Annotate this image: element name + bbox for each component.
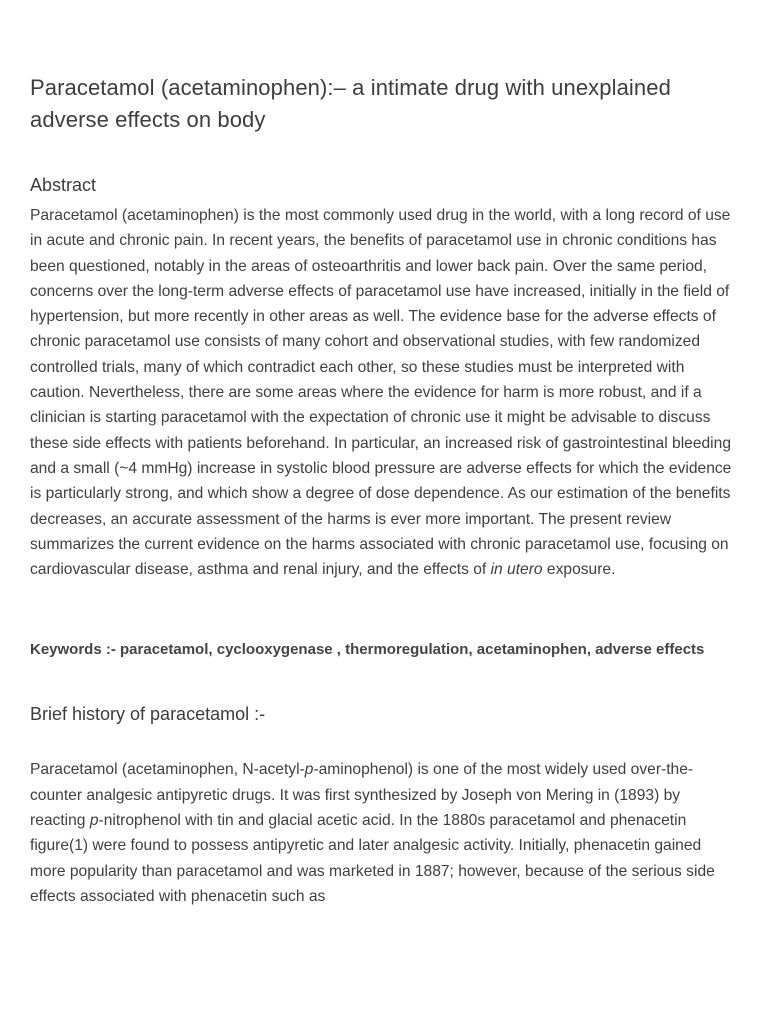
abstract-paragraph <box>30 203 738 582</box>
history-text-part-3: -nitrophenol with tin and glacial acetic acid. In the 1880s paracetamol and phenacetin figure(1) were found to possess antipyretic and later analgesic activity. Initially, phenacetin gained more popularity than paracetamol and was marketed in 1887; however, because of the serious side effects associated with phenacetin such as <box>30 812 715 905</box>
abstract-text-part-2: exposure. <box>542 561 616 579</box>
history-text-italic-2: p <box>89 812 99 830</box>
abstract-text-part-1: Paracetamol (acetaminophen) is the most commonly used drug in the world, with a long record of use in acute and chronic pain. In recent years, the benefits of paracetamol use in chronic conditions has been questioned, notably in the areas of osteoarthritis and lower back pain. Over the same period, concerns over the long-term adverse effects of paracetamol use have increased, initially in the field of hypertension, but more recently in other areas as well. The evidence base for the adverse effects of chronic paracetamol use consists of many cohort and observational studies, with few randomized controlled trials, many of which contradict each other, so these studies must be interpreted with caution. Nevertheless, there are some areas where the evidence for harm is more robust, and if a clinician is starting paracetamol with the expectation of chronic use it might be advisable to discuss these side effects with patients beforehand. In particular, an increased risk of gastrointestinal bleeding and a small (~4 mmHg) increase in systolic blood pressure are adverse effects for which the evidence is particularly strong, and which show a degree of dose dependence. As our estimation of the benefits decreases, an accurate assessment of the harms is ever more important. The present review summarizes the current evidence on the harms associated with chronic paracetamol use, focusing on cardiovascular disease, asthma and renal injury, and the effects of <box>30 207 732 579</box>
history-paragraph <box>30 757 738 909</box>
keywords-line: Keywords :- paracetamol, cyclooxygenase , thermoregulation, acetaminophen, adverse effects <box>30 641 705 659</box>
article-title: Paracetamol (acetaminophen):– a intimate drug with unexplained adverse effects on body <box>30 75 671 132</box>
history-text-part-1: Paracetamol (acetaminophen, N-acetyl- <box>30 761 305 779</box>
abstract-text-italic: in utero <box>490 561 543 579</box>
history-text-part-2: -aminophenol) is one of the most widely used over-the-counter analgesic antipyretic drugs. It was first synthesized by Joseph von Mering in (1893) by reacting <box>30 761 694 830</box>
abstract-heading: Abstract <box>30 175 97 195</box>
history-text-italic-1: p <box>304 761 314 779</box>
history-heading: Brief history of paracetamol :- <box>30 704 266 725</box>
